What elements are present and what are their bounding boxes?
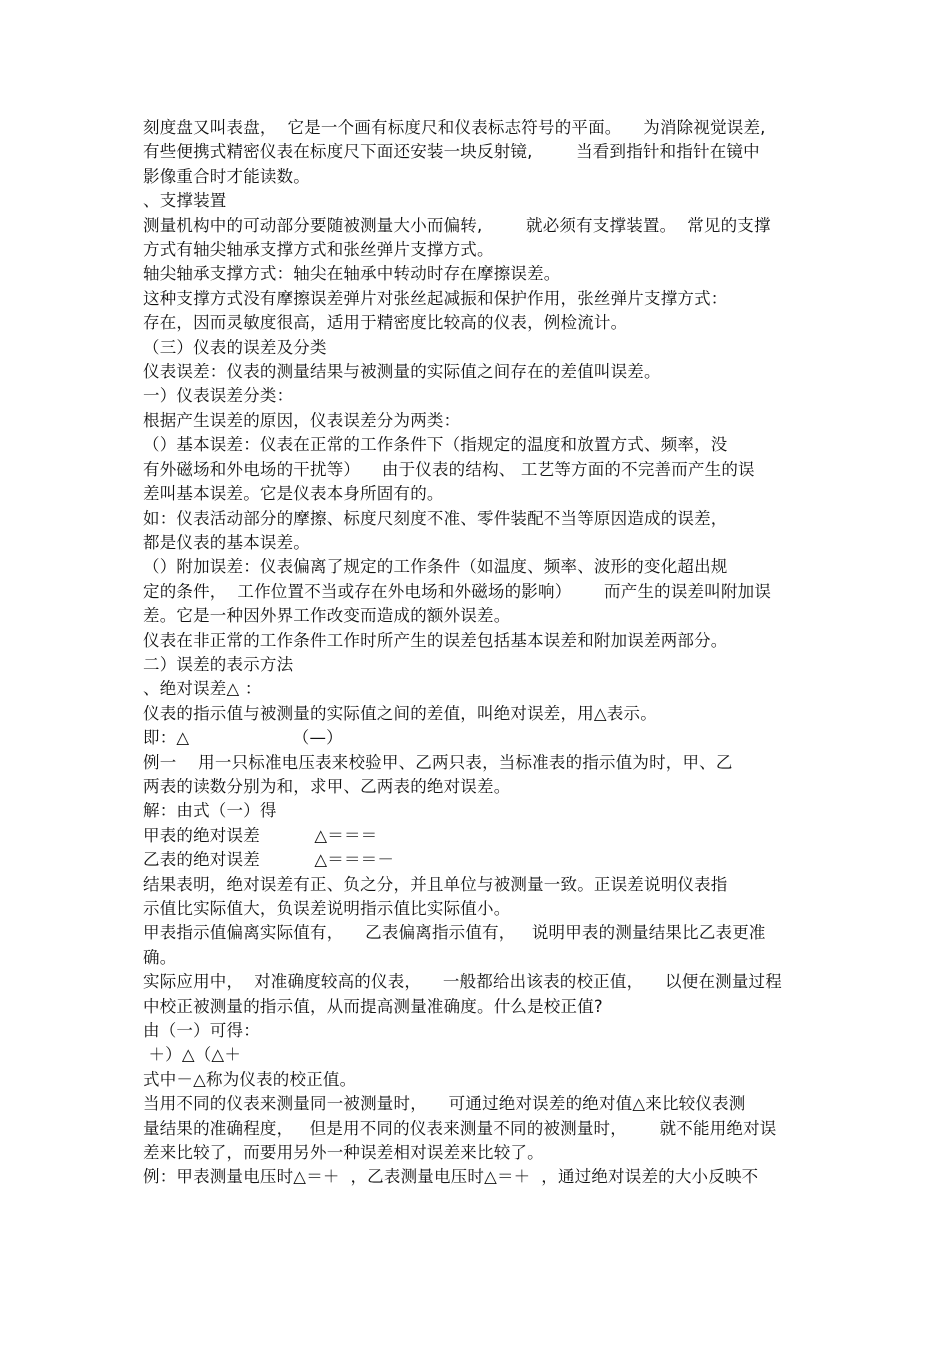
text-line: 仪表误差：仪表的测量结果与被测量的实际值之间存在的差值叫误差。 [143, 362, 661, 382]
text-line: 仪表的指示值与被测量的实际值之间的差值，叫绝对误差，用△表示。 [143, 703, 657, 723]
text-line: 式中－△称为仪表的校正值。 [143, 1069, 357, 1089]
document-body [143, 116, 808, 1190]
text-line: （）附加误差：仪表偏离了规定的工作条件（如温度、频率、波形的变化超出规 [143, 557, 728, 577]
text-line: 示值比实际值大，负误差说明指示值比实际值小。 [143, 899, 511, 918]
text-line: 这种支撑方式没有摩擦误差弹片对张丝起减振和保护作用，张丝弹片支撑方式： [143, 288, 728, 308]
text-line: 有外磁场和外电场的干扰等） 由于仪表的结构、 工艺等方面的不完善而产生的误 [143, 459, 755, 479]
text-line: 刻度盘又叫表盘， 它是一个画有标度尺和仪表标志符号的平面。 为消除视觉误差, [143, 118, 766, 137]
text-line: 定的条件， 工作位置不当或存在外电场和外磁场的影响） 而产生的误差叫附加误 [143, 581, 772, 601]
text-line: 根据产生误差的原因，仪表误差分为两类： [143, 410, 461, 430]
text-line: 由（一）可得： [143, 1021, 260, 1041]
text-line: 仪表在非正常的工作条件工作时所产生的误差包括基本误差和附加误差两部分。 [143, 630, 728, 650]
text-line: 甲表的绝对误差 △＝＝＝ [143, 825, 378, 845]
text-line: 量结果的准确程度， 但是用不同的仪表来测量不同的被测量时， 就不能用绝对误 [143, 1118, 777, 1138]
text-line: 测量机构中的可动部分要随被测量大小而偏转, 就必须有支撑装置。 常见的支撑 [143, 215, 771, 235]
text-line: 中校正被测量的指示值，从而提高测量准确度。什么是校正值? [143, 996, 603, 1016]
text-line: 实际应用中， 对准确度较高的仪表， 一般都给出该表的校正值， 以便在测量过程 [143, 972, 782, 992]
text-line: 例：甲表测量电压时△＝＋ ，乙表测量电压时△＝＋ ，通过绝对误差的大小反映不 [143, 1167, 759, 1187]
text-line: 差来比较了，而要用另外一种误差相对误差来比较了。 [143, 1143, 544, 1163]
text-line: 甲表指示值偏离实际值有， 乙表偏离指示值有， 说明甲表的测量结果比乙表更准 [143, 923, 766, 943]
text-line: 、支撑装置 [143, 191, 227, 211]
text-line: 即：△ （—） [143, 728, 343, 748]
text-line: 结果表明，绝对误差有正、负之分，并且单位与被测量一致。正误差说明仪表指 [143, 874, 728, 894]
text-line: 当用不同的仪表来测量同一被测量时， 可通过绝对误差的绝对值△来比较仪表测 [143, 1094, 746, 1114]
text-line: 乙表的绝对误差 △＝＝＝－ [143, 850, 395, 870]
text-line: 一）仪表误差分类： [143, 386, 294, 406]
text-line: 差。它是一种因外界工作改变而造成的额外误差。 [143, 606, 511, 626]
text-line: 确。 [143, 947, 177, 967]
text-line: 两表的读数分别为和，求甲、乙两表的绝对误差。 [143, 776, 511, 796]
text-line: 有些便携式精密仪表在标度尺下面还安装一块反射镜, 当看到指针和指针在镜中 [143, 142, 760, 162]
text-line: 、绝对误差△ ： [143, 679, 262, 699]
text-line: 方式有轴尖轴承支撑方式和张丝弹片支撑方式。 [143, 240, 494, 260]
text-line: 轴尖轴承支撑方式：轴尖在轴承中转动时存在摩擦误差。 [143, 264, 561, 284]
text-line: 都是仪表的基本误差。 [143, 532, 310, 552]
text-line: 存在，因而灵敏度很高，适用于精密度比较高的仪表，例检流计。 [143, 313, 628, 333]
text-line: 影像重合时才能读数。 [143, 166, 310, 186]
text-line: 例一 用一只标准电压表来校验甲、乙两只表，当标准表的指示值为时，甲、乙 [143, 752, 733, 772]
text-line: （三）仪表的误差及分类 [143, 337, 327, 357]
text-line: 如：仪表活动部分的摩擦、标度尺刻度不准、零件装配不当等原因造成的误差， [143, 508, 728, 528]
text-line: 差叫基本误差。它是仪表本身所固有的。 [143, 484, 444, 504]
text-line: （）基本误差：仪表在正常的工作条件下（指规定的温度和放置方式、频率，没 [143, 435, 728, 455]
text-line: ＋）△（△＋ [143, 1045, 242, 1065]
text-line: 二）误差的表示方法 [143, 654, 294, 674]
text-line: 解：由式（一）得 [143, 801, 277, 821]
